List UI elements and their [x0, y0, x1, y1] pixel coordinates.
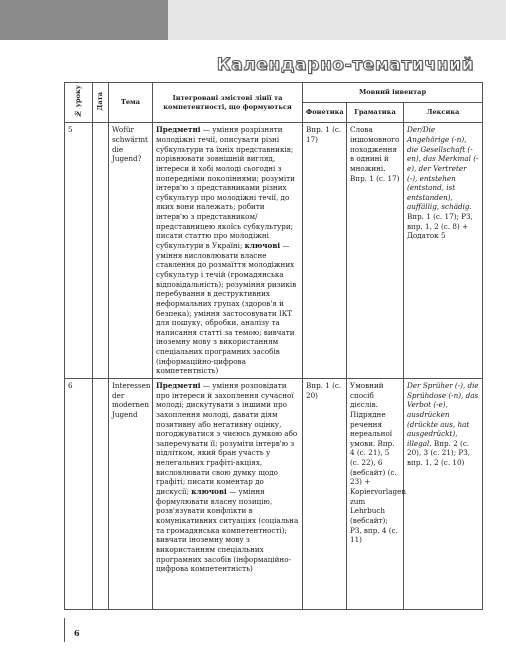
lesson-grammar: Слова іншомовного походження в однині й множині. Впр. 1 (с. 17)	[347, 123, 404, 379]
header-phonetics: Фонетика	[303, 103, 347, 123]
competence-subject-text: — уміння розповідати про інтереси й захоплення сучасної молоді; дискутувати з іншими про захоплення молоді, давати діям позитивну або негативну оцінку, погоджуватися з чиєюсь думкою або заперечувати її; розуміти інтерв'ю з підлітком, який бран участь у нелегальних графіті-акціях, висловлювати свою думку щодо графіті; писати коментар до дискусії;	[156, 381, 298, 497]
page-number: 6	[74, 628, 80, 638]
table-row	[65, 123, 483, 379]
competence-subject-label: Предметні	[156, 125, 201, 135]
header-lesson-no: № уроку	[65, 83, 93, 123]
header-band	[168, 0, 506, 40]
header-topic: Тема	[109, 83, 153, 123]
header-lexis: Лексика	[404, 103, 483, 123]
header-language-inventory: Мовний інвентар	[303, 83, 483, 103]
header-row-1	[65, 83, 483, 103]
table-row	[65, 379, 483, 610]
competence-key-text: — уміння формулювати власну позицію, розв'язувати конфлікти в комунікативних ситуаціях (соціальна та громадянська компетентності); вивчати іноземну мову з використанням спеціальних програмних засобів (інформаційно-цифрова компетентність)	[156, 487, 299, 574]
lesson-phonetics: Впр. 1 (с. 20)	[303, 379, 347, 610]
lesson-competences	[153, 379, 303, 610]
lesson-lexis	[404, 123, 483, 379]
lesson-phonetics: Впр. 1 (с. 17)	[303, 123, 347, 379]
calendar-plan-table	[64, 82, 483, 610]
competence-subject-text: — уміння розрізняти молодіжні течії, описувати різні субкультури та їхніх представників; порівнювати зовнішній вигляд, інтереси й хобі молоді сьогодні з попередніми поколіннями; розуміти інтерв'ю з представниками різних субкультур про молодіжні течії, до яких вони належать; робити інтерв'ю з представником/представницею якоїсь субкультури; писати статтю про молодіжні субкультури в Україні;	[156, 125, 295, 251]
lexis-vocabulary: Der/Die Angehörige (-n), die Gesellschaft (-en), das Merkmal (-e), der Vertreter (-), entstehen (entstand, ist entstanden), auffällig, schädig.	[407, 125, 479, 212]
competence-key-label: ключові	[244, 241, 281, 251]
lexis-exercises: Впр. 1 (с. 17); РЗ, впр. 1, 2 (с. 8) + Додаток 5	[407, 212, 473, 241]
lesson-topic: Wofür schwärmt die Jugend?	[109, 123, 153, 379]
competence-subject-label: Предметні	[156, 381, 201, 390]
lesson-competences	[153, 123, 303, 379]
competence-key-text: — уміння висловлювати власне ставлення до розмаїття молодіжних субкультур і течій (громадянська відповідальність); розуміння ризиків перебування в деструктивних неформальних групах (здоров'я й безпека); уміння застосовувати ІКТ для пошуку, обробки, аналізу та написання статті за темою; вивчати іноземну мову з використанням спеціальних програмних засобів (інформаційно-цифрова компетентність)	[156, 241, 297, 376]
lesson-number: 6	[65, 379, 93, 610]
header-competences: Інтегровані змістові лінії та компетентності, що формуються	[153, 83, 303, 123]
lexis-exercises: Впр. 2 (с. 20), 3 (с. 21); РЗ, впр. 1, 2 (с. 10)	[407, 438, 471, 468]
header-date: Дата	[93, 83, 109, 123]
header-grammar: Граматика	[347, 103, 404, 123]
lesson-lexis	[404, 379, 483, 610]
lesson-date	[93, 379, 109, 610]
lesson-topic: Interessen der modernen Jugend	[109, 379, 153, 610]
corner-gray-block	[0, 0, 168, 40]
page-title: Календарно-тематичний	[216, 55, 474, 75]
lesson-grammar: Умовний спосіб дієслів. Підрядне речення нереальної умови. Впр. 4 (с. 21), 5 (с. 22), 6 (вебсайт) (с. 23) + Kopiervorlagen zum Lehrbuch (вебсайт); РЗ, впр. 4 (с. 11)	[347, 379, 404, 610]
lexis-vocabulary: Der Sprüher (-), die Sprühdose (-n), das Verbot (-e), ausdrücken (drückte aus, hat ausgedrückt), illegal.	[407, 381, 479, 448]
lesson-number: 5	[65, 123, 93, 379]
competence-key-label: ключові	[191, 487, 227, 497]
lesson-date	[93, 123, 109, 379]
page-number-rule	[64, 618, 65, 642]
